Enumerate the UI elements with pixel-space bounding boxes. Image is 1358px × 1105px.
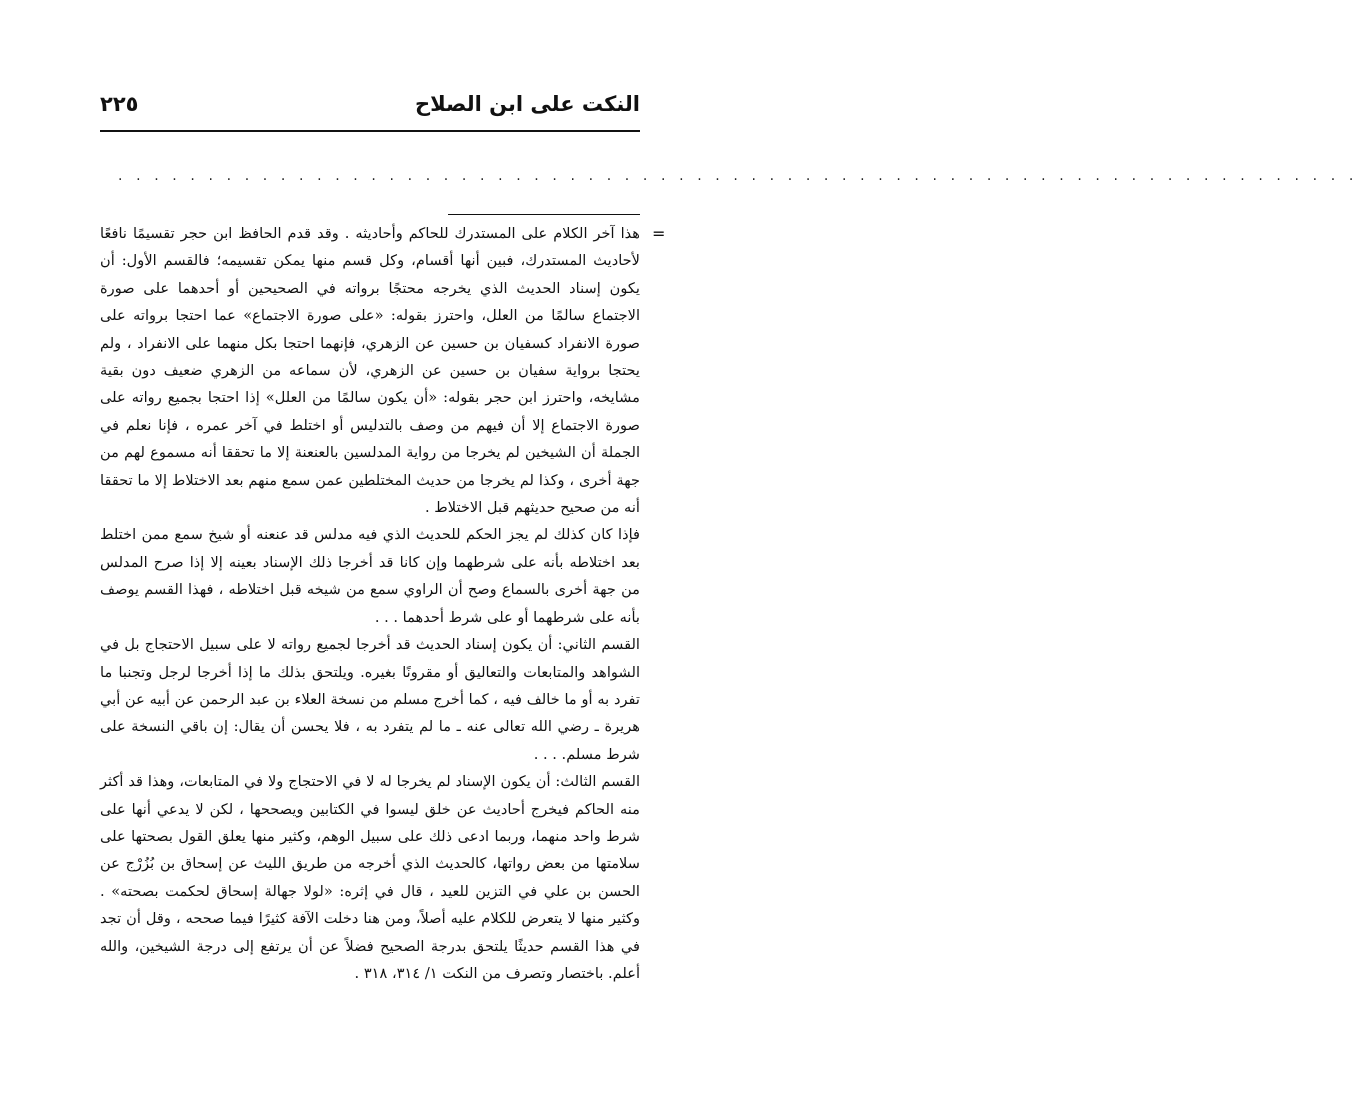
running-title: النكت على ابن الصلاح — [414, 92, 640, 116]
footnote-paragraph-4: القسم الثالث: أن يكون الإسناد لم يخرجا له لا في الاحتجاج ولا في المتابعات، وهذا قد أكثر منه الحاكم فيخرج أحاديث عن خلق ليسوا في الكتابين ويصححها ، لكن لا يدعي أنها على شرط واحد منهما، وربما ادعى ذلك على سبيل الوهم، وكثير منها يعلق القول بصحتها على سلامتها من بعض رواتها، كالحديث الذي أخرجه من طريق الليث عن إسحاق بن بُزُرْج عن الحسن بن علي في التزين للعيد ، قال في إثره: «لولا جهالة إسحاق لحكمت بصحته» . وكثير منها لا يتعرض للكلام عليه أصلاً، ومن هنا دخلت الآفة كثيرًا فيما صححه ، وقل أن تجد في هذا القسم حديثًا يلتحق بدرجة الصحيح فضلاً عن أن يرتفع إلى درجة الشيخين، والله أعلم. باختصار وتصرف من النكت ١/ ٣١٤، ٣١٨ . — [100, 773, 640, 982]
footnote-continuation-mark: = — [652, 224, 666, 243]
footnote-paragraph-3: القسم الثاني: أن يكون إسناد الحديث قد أخرجا لجميع رواته لا على سبيل الاحتجاج بل في الشواهد والمتابعات والتعاليق أو مقرونًا بغيره. ويلتحق بذلك ما إذا أخرجا لرجل وتجنبا ما تفرد به أو ما خالف فيه ، كما أخرج مسلم من نسخة العلاء بن عبد الرحمن عن أبيه عن أبي هريرة ـ رضي الله تعالى عنه ـ ما لم يتفرد به ، فلا يحسن أن يقال: إن باقي النسخة على شرط مسلم. . . . — [100, 636, 640, 763]
page-number: ٢٢٥ — [100, 92, 139, 116]
footnote-paragraph-1: هذا آخر الكلام على المستدرك للحاكم وأحاديثه . وقد قدم الحافظ ابن حجر تقسيمًا نافعًا لأحاديث المستدرك، فبين أنها أقسام، وكل قسم منها يمكن تقسيمه؛ فالقسم الأول: أن يكون إسناد الحديث الذي يخرجه محتجًا برواته في الصحيحين أو أحدهما على صورة الاجتماع سالمًا من العلل، واحترز بقوله: «على صورة الاجتماع» عما احتجا برواته على صورة الانفراد كسفيان بن حسين عن الزهري، فإنهما احتجا بكل منهما على الانفراد ، ولم يحتجا برواية سفيان بن حسين عن الزهري، لأن سماعه من الزهري ضعيف دون بقية مشايخه، واحترز ابن حجر بقوله: «أن يكون سالمًا من العلل» إذا احتجا بجميع رواته على صورة الاجتماع إلا أن فيهم من وصف بالتدليس أو اختلط في آخر عمره ، فإنا نعلم في الجملة أن الشيخين لم يخرجا من رواية المدلسين بالعنعنة إلا ما تحققا أنه مسموع لهم من جهة أخرى ، وكذا لم يخرجا من حديث المختلطين عمن سمع منهم بعد الاختلاط إلا ما تحققا أنه من صحيح حديثهم قبل الاختلاط . — [100, 225, 640, 517]
header-rule — [100, 130, 640, 132]
footnote-rule — [448, 214, 640, 215]
dotted-separator: . . . . . . . . . . . . . . . . . . . . . . . . . . . . . . . . . . . . . . . . . . . . . . . . . . . . . . . . . . . . . . . . . . . . . — [118, 168, 1358, 184]
footnote-text — [100, 220, 640, 987]
running-header — [100, 92, 640, 126]
footnote-paragraph-2: فإذا كان كذلك لم يجز الحكم للحديث الذي فيه مدلس قد عنعنه أو شيخ سمع ممن اختلط بعد اختلاطه بأنه على شرطهما وإن كانا قد أخرجا ذلك الإسناد بعينه إلا إذا صرح المدلس من جهة أخرى بالسماع وصح أن الراوي سمع من شيخه قبل اختلاطه ، فهذا القسم يوصف بأنه على شرطهما أو على شرط أحدهما . . . — [100, 526, 640, 626]
